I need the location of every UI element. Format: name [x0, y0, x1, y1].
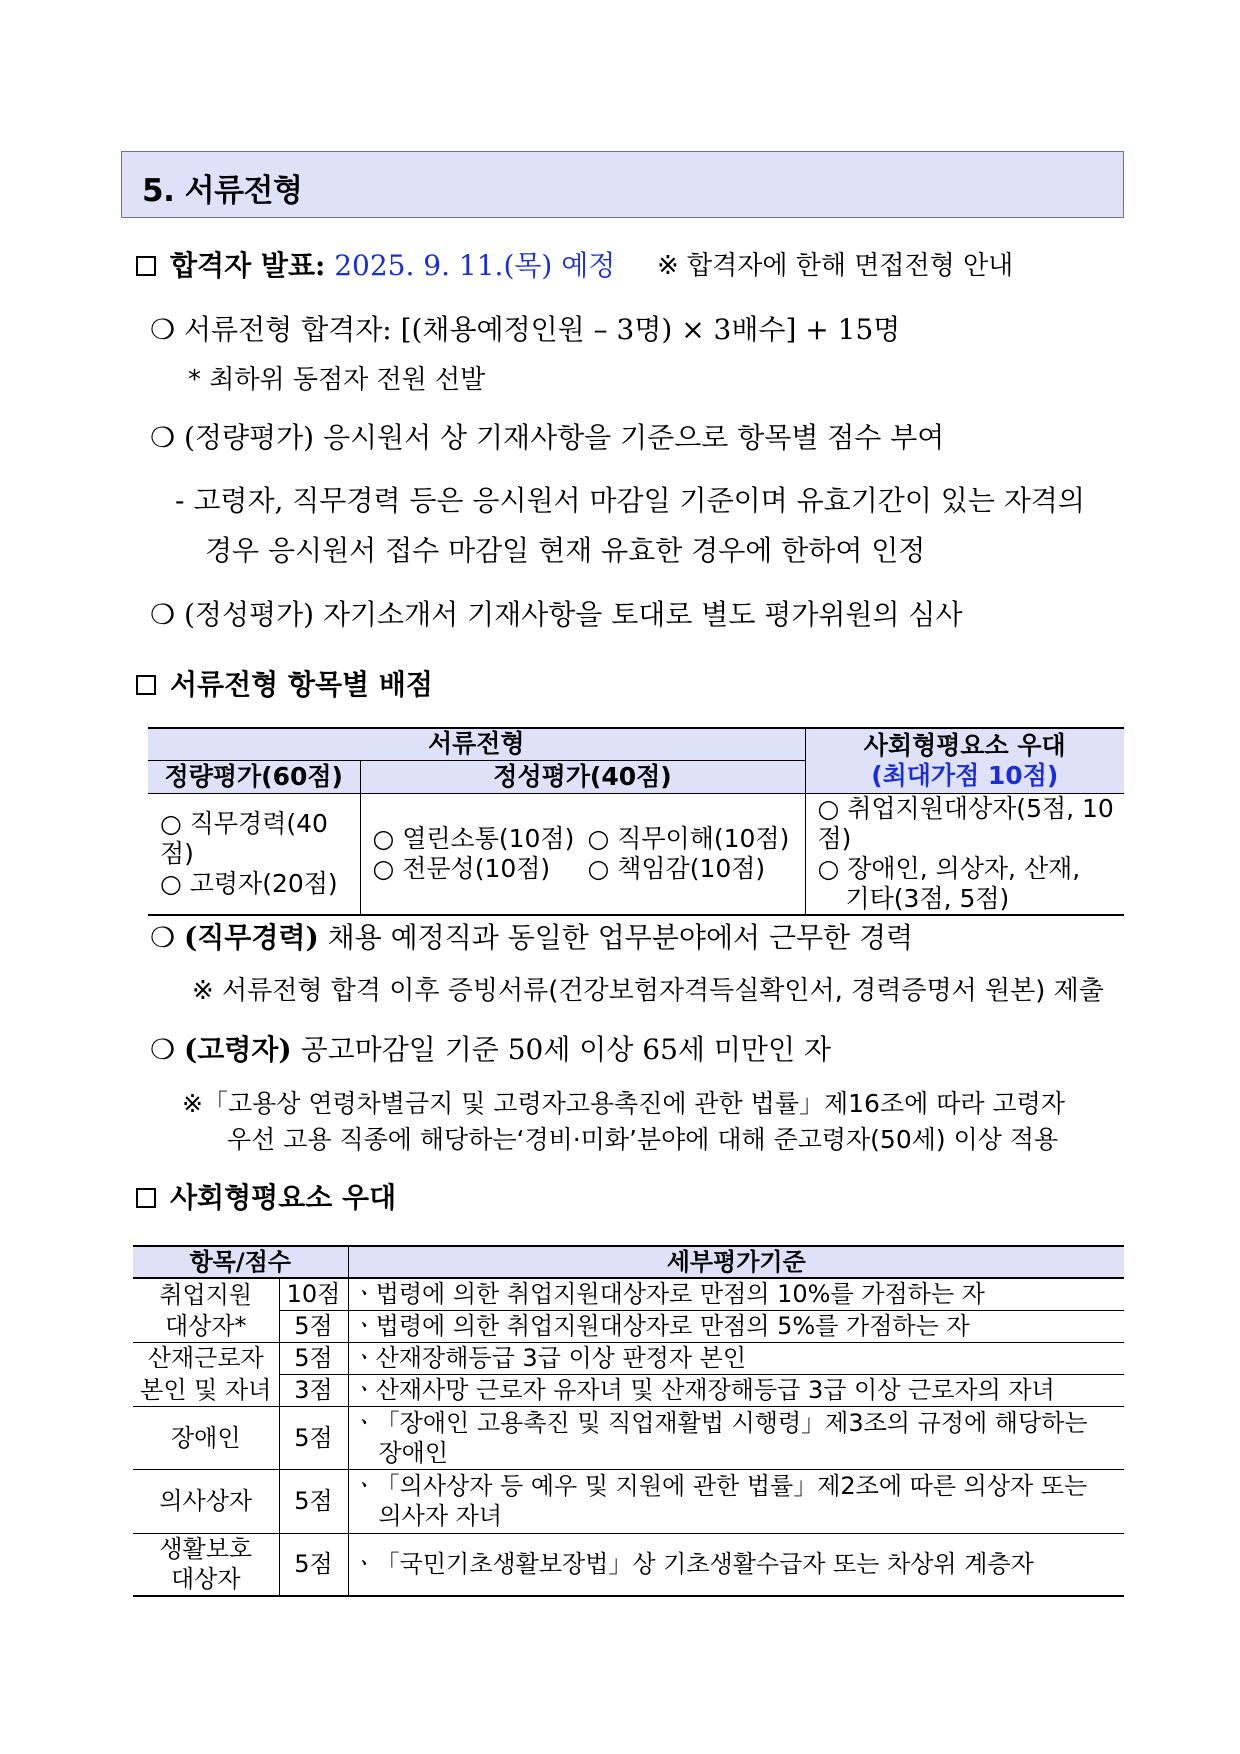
score-table	[148, 727, 1124, 916]
row-criteria: ㆍ산재장해등급 3급 이상 판정자 본인	[348, 1342, 1124, 1374]
checkbox-square-icon	[136, 675, 156, 695]
announce-date: 2025. 9. 11.(목) 예정	[334, 249, 616, 282]
row-item: 취업지원	[133, 1278, 279, 1310]
elderly-text: 공고마감일 기준 50세 이상 65세 미만인 자	[300, 1033, 831, 1066]
elderly-note-1: ※「고용상 연령차별금지 및 고령자고용촉진에 관한 법률」제16조에 따라 고령자	[182, 1089, 1065, 1118]
social-heading: 사회형평요소 우대	[170, 1181, 397, 1214]
score-heading: 서류전형 항목별 배점	[170, 668, 433, 701]
social-table	[133, 1245, 1124, 1597]
row-score: 10점	[279, 1278, 348, 1310]
quant-item: ○ 고령자(20점)	[160, 868, 338, 898]
row-criteria: ㆍ법령에 의한 취업지원대상자로 만점의 5%를 가점하는 자	[348, 1310, 1124, 1342]
row-item-cell	[133, 1533, 279, 1596]
qual-item: ○ 전문성(10점)	[372, 853, 551, 883]
header-doc-screening: 서류전형	[148, 728, 805, 760]
row-item-cont: 대상자	[170, 1565, 241, 1594]
row-criteria-cell	[348, 1469, 1124, 1533]
row-criteria-cont: 의사자 자녀	[378, 1502, 503, 1530]
announce-label: 합격자 발표:	[170, 249, 326, 282]
score-heading-line	[136, 668, 433, 701]
social-items	[805, 793, 1124, 915]
row-criteria: ㆍ「장애인 고용촉진 및 직업재활법 시행령」제3조의 규정에 해당하는	[352, 1408, 1088, 1437]
qual-item: ○ 직무이해(10점)	[587, 823, 790, 853]
row-item: 본인 및 자녀	[133, 1374, 279, 1406]
qual-left	[373, 824, 588, 884]
row-criteria-cont: 장애인	[378, 1438, 449, 1467]
row-item: 생활보호	[159, 1535, 253, 1564]
row-criteria: ㆍ법령에 의한 취업지원대상자로 만점의 10%를 가점하는 자	[348, 1278, 1124, 1310]
elderly-label: (고령자)	[184, 1033, 292, 1066]
career-label: (직무경력)	[184, 921, 319, 954]
qual-item: ○ 책임감(10점)	[587, 853, 766, 883]
header-criteria: 세부평가기준	[348, 1246, 1124, 1278]
header-item-score: 항목/점수	[133, 1246, 348, 1278]
quant-items	[148, 793, 360, 915]
section-title: 5. 서류전형	[142, 173, 303, 209]
row-criteria-cell	[348, 1406, 1124, 1469]
row-score: 5점	[279, 1406, 348, 1469]
row-criteria: ㆍ「의사상자 등 예우 및 지원에 관한 법률」제2조에 따른 의상자 또는	[352, 1472, 1088, 1500]
elderly-note-2: 우선 고용 직종에 해당하는‘경비·미화’분야에 대해 준고령자(50세) 이상 적용	[227, 1125, 1059, 1154]
row-score: 5점	[279, 1533, 348, 1596]
announce-note: ※ 합격자에 한해 면접전형 안내	[657, 251, 1014, 281]
social-item: 기타(3점, 5점)	[845, 883, 1010, 913]
career-note: ※ 서류전형 합격 이후 증빙서류(건강보험자격득실확인서, 경력증명서 원본) 제출	[192, 976, 1104, 1006]
section-title-box	[121, 151, 1124, 218]
bullet-quant: ❍ (정량평가) 응시원서 상 기재사항을 기준으로 항목별 점수 부여	[150, 421, 945, 454]
row-score: 3점	[279, 1374, 348, 1406]
header-social	[805, 728, 1124, 793]
checkbox-square-icon	[136, 256, 156, 276]
header-social-label: 사회형평요소 우대	[863, 730, 1066, 760]
announce-line	[136, 249, 616, 282]
row-criteria: ㆍ산재사망 근로자 유자녀 및 산재장해등급 3급 이상 근로자의 자녀	[348, 1374, 1124, 1406]
row-score: 5점	[279, 1342, 348, 1374]
social-item: ○ 장애인, 의상자, 산재,	[817, 853, 1081, 883]
career-text: 채용 예정직과 동일한 업무분야에서 근무한 경력	[327, 921, 914, 954]
bullet-tie-note: * 최하위 동점자 전원 선발	[188, 365, 486, 395]
header-social-max: (최대가점 10점)	[871, 760, 1059, 790]
social-item: ○ 취업지원대상자(5점, 10점)	[817, 793, 1114, 853]
row-criteria: ㆍ「국민기초생활보장법」상 기초생활수급자 또는 차상위 계층자	[348, 1533, 1124, 1596]
row-item: 의사상자	[133, 1469, 279, 1533]
qual-right	[588, 824, 790, 884]
qual-item: ○ 열린소통(10점)	[372, 823, 575, 853]
row-item: 장애인	[133, 1406, 279, 1469]
row-score: 5점	[279, 1310, 348, 1342]
quant-item: ○ 직무경력(40점)	[160, 808, 328, 868]
social-heading-line	[136, 1181, 397, 1214]
row-item: 산재근로자	[133, 1342, 279, 1374]
row-score: 5점	[279, 1469, 348, 1533]
elderly-line: ❍ (고령자) 공고마감일 기준 50세 이상 65세 미만인 자	[150, 1033, 831, 1066]
header-qual: 정성평가(40점)	[360, 760, 805, 793]
row-item: 대상자*	[133, 1310, 279, 1342]
bullet-pass-formula: ❍ 서류전형 합격자: [(채용예정인원 – 3명) × 3배수] + 15명	[150, 313, 901, 346]
qual-items	[360, 793, 805, 915]
bullet-quant-dash-2: 경우 응시원서 접수 마감일 현재 유효한 경우에 한하여 인정	[205, 534, 926, 567]
bullet-qual: ❍ (정성평가) 자기소개서 기재사항을 토대로 별도 평가위원의 심사	[150, 598, 963, 631]
bullet-quant-dash-1: - 고령자, 직무경력 등은 응시원서 마감일 기준이며 유효기간이 있는 자격의	[175, 484, 1085, 517]
career-line: ❍ (직무경력) 채용 예정직과 동일한 업무분야에서 근무한 경력	[150, 921, 914, 954]
header-quant: 정량평가(60점)	[148, 760, 360, 793]
checkbox-square-icon	[136, 1188, 156, 1208]
